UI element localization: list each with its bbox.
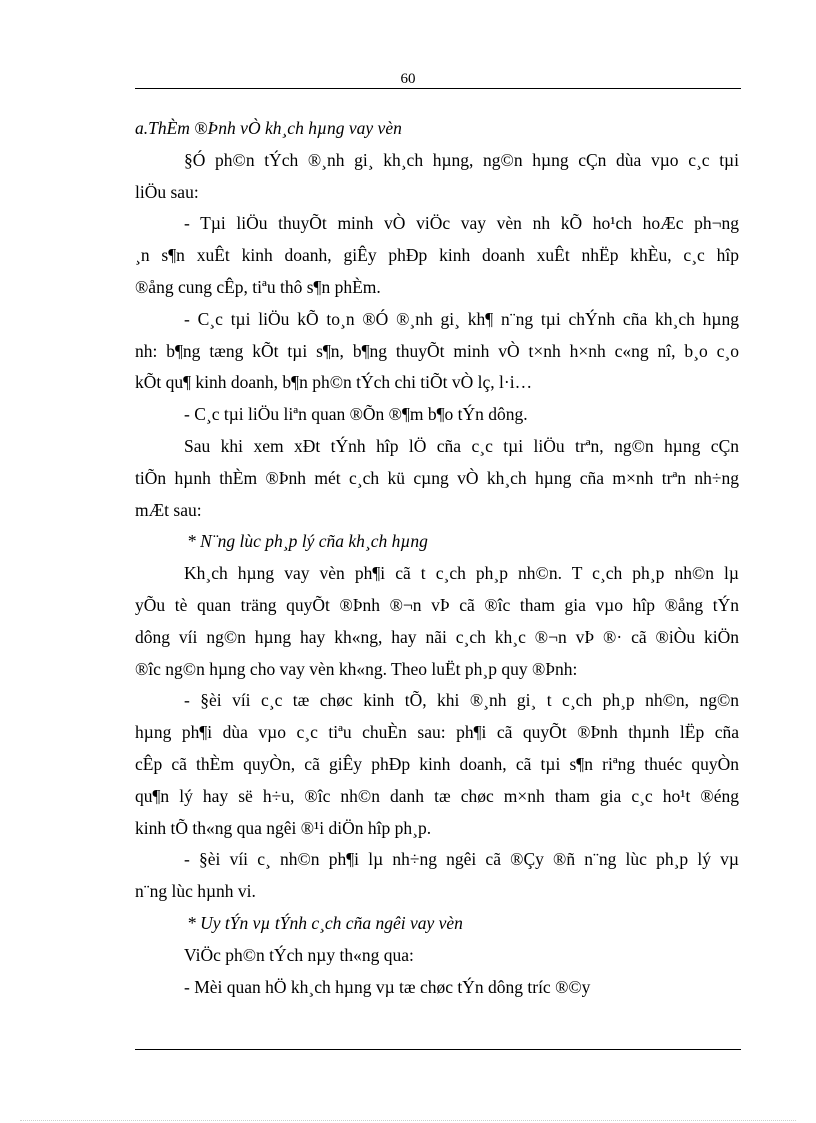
bullet-line: - Mèi quan hÖ kh¸ch hµng vµ tæ chøc tÝn dông tríc ®©y bbox=[184, 976, 591, 997]
paragraph-line: qu¶n lý hay së h÷u, ®îc nh©n danh tæ chøc m×nh tham gia c¸c ho¹t ®éng bbox=[135, 785, 739, 806]
header-rule bbox=[135, 88, 741, 89]
paragraph-line: Sau khi xem xÐt tÝnh hîp lÖ cña c¸c tµi liÖu trªn, ng©n hµng cÇn bbox=[184, 435, 739, 456]
paragraph-line: ®ång cung cÊp, tiªu thô s¶n phÈm. bbox=[135, 276, 381, 297]
paragraph-line: liÖu sau: bbox=[135, 181, 199, 202]
paragraph-line: dông víi ng©n hµng hay kh«ng, hay nãi c¸ch kh¸c ®¬n vÞ ®· cã ®iÒu kiÖn bbox=[135, 626, 739, 647]
subsection-heading: * N¨ng lùc ph¸p lý cña kh¸ch hµng bbox=[187, 531, 428, 552]
paragraph-line: hµng ph¶i dùa vµo c¸c tiªu chuÈn sau: ph¶i cã quyÕt ®Þnh thµnh lËp cña bbox=[135, 722, 739, 743]
paragraph-line: tiÕn hµnh thÈm ®Þnh mét c¸ch kü cµng vÒ kh¸ch hµng cña m×nh trªn nh÷ng bbox=[135, 467, 739, 488]
page-number: 60 bbox=[400, 71, 416, 87]
paragraph-line: Kh¸ch hµng vay vèn ph¶i cã t c¸ch ph¸p nh©n. T c¸ch ph¸p nh©n lµ bbox=[184, 563, 739, 584]
paragraph-line: n¨ng lùc hµnh vi. bbox=[135, 881, 256, 902]
paragraph-line: mÆt sau: bbox=[135, 499, 202, 520]
paragraph-line: kinh tÕ th«ng qua ngêi ®¹i diÖn hîp ph¸p. bbox=[135, 817, 432, 838]
paragraph-line: ¸n s¶n xuÊt kinh doanh, giÊy phÐp kinh doanh xuÊt nhËp khÈu, c¸c hîp bbox=[135, 245, 739, 266]
subsection-heading: * Uy tÝn vµ tÝnh c¸ch cña ngêi vay vèn bbox=[187, 912, 463, 933]
paragraph-line: nh: b¶ng tæng kÕt tµi s¶n, b¶ng thuyÕt minh vÒ t×nh h×nh c«ng nî, b¸o c¸o bbox=[135, 340, 739, 361]
bullet-line: - Tµi liÖu thuyÕt minh vÒ viÖc vay vèn nh kÕ ho¹ch hoÆc ph¬ng bbox=[184, 213, 739, 234]
document-body bbox=[135, 113, 739, 1003]
paragraph-line: yÕu tè quan träng quyÕt ®Þnh ®¬n vÞ cã ®îc tham gia vµo hîp ®ång tÝn bbox=[135, 594, 739, 615]
paragraph-line: §Ó ph©n tÝch ®¸nh gi¸ kh¸ch hµng, ng©n hµng cÇn dùa vµo c¸c tµi bbox=[184, 149, 739, 170]
paragraph-line: ViÖc ph©n tÝch nµy th«ng qua: bbox=[184, 944, 414, 965]
bullet-line: - C¸c tµi liÖu liªn quan ®Õn ®¶m b¶o tÝn dông. bbox=[184, 404, 528, 425]
paragraph-line: kÕt qu¶ kinh doanh, b¶n ph©n tÝch chi tiÕt vÒ lç, l·i… bbox=[135, 372, 533, 393]
bullet-line: - §èi víi c¸ nh©n ph¶i lµ nh÷ng ngêi cã ®Çy ®ñ n¨ng lùc ph¸p lý vµ bbox=[184, 849, 739, 870]
footer-rule bbox=[135, 1049, 741, 1050]
bullet-line: - §èi víi c¸c tæ chøc kinh tÕ, khi ®¸nh gi¸ t c¸ch ph¸p nh©n, ng©n bbox=[184, 690, 739, 711]
paragraph-line: cÊp cã thÈm quyÒn, cã giÊy phÐp kinh doanh, cã tµi s¶n riªng thuéc quyÒn bbox=[135, 753, 739, 774]
bullet-line: - C¸c tµi liÖu kÕ to¸n ®Ó ®¸nh gi¸ kh¶ n¨ng tµi chÝnh cña kh¸ch hµng bbox=[184, 308, 739, 329]
paragraph-line: ®îc ng©n hµng cho vay vèn kh«ng. Theo luËt ph¸p quy ®Þnh: bbox=[135, 658, 578, 679]
section-heading: a.ThÈm ®Þnh vÒ kh¸ch hµng vay vèn bbox=[135, 118, 402, 138]
page-edge-divider bbox=[20, 1120, 796, 1121]
